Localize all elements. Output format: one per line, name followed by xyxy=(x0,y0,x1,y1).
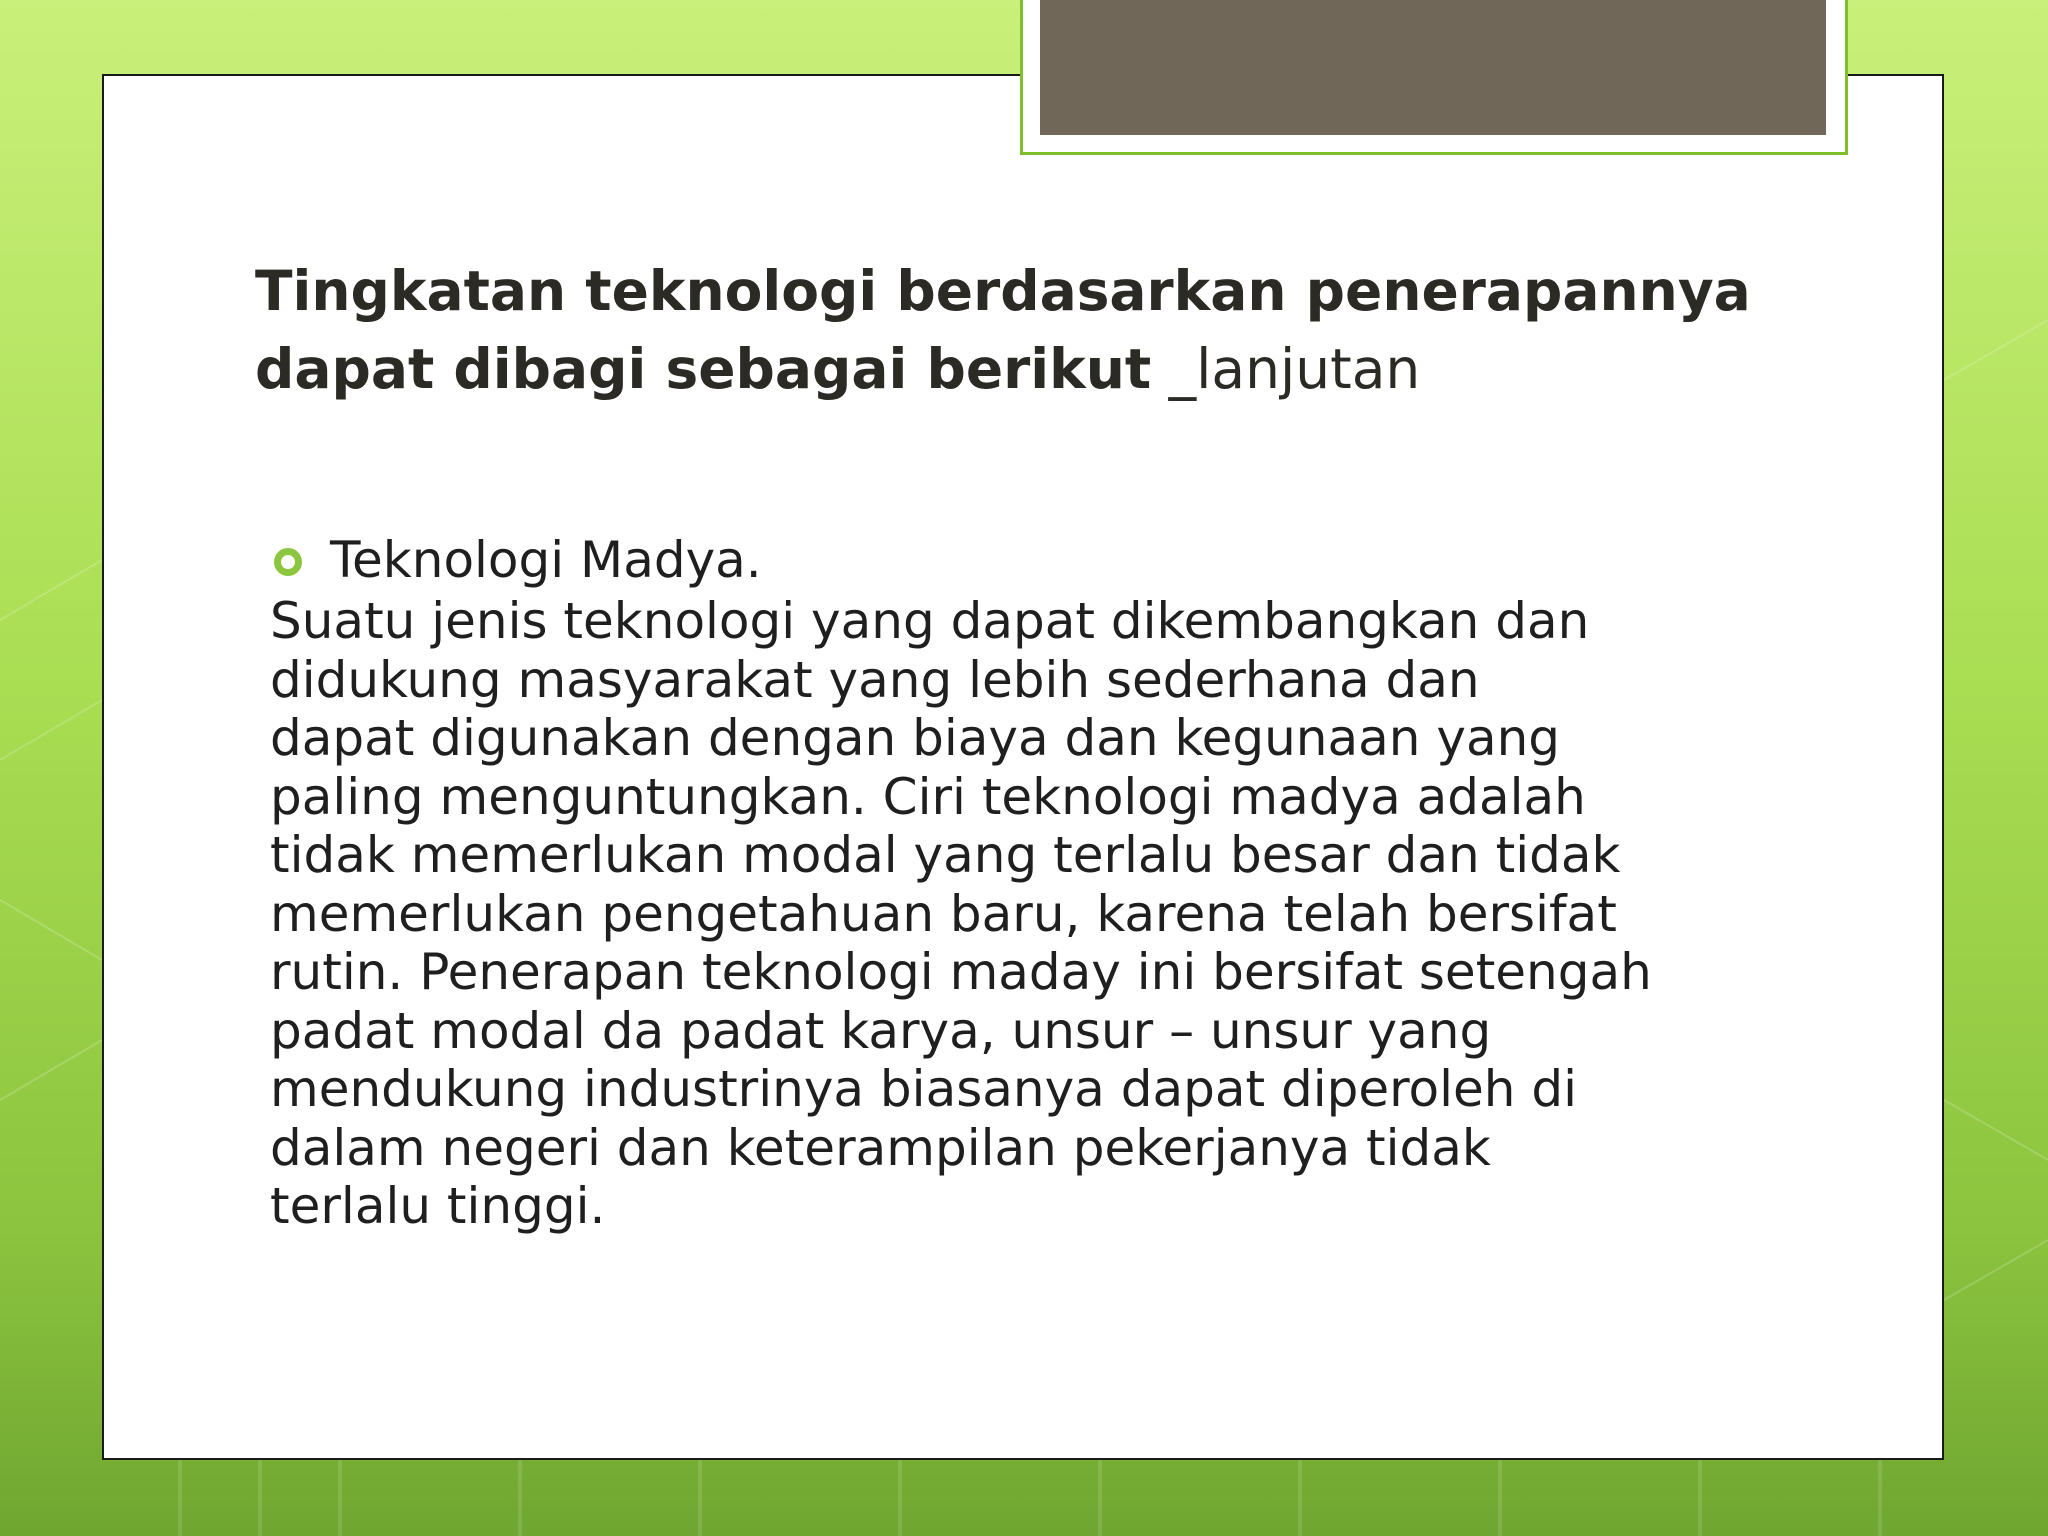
paragraph-line: memerlukan pengetahuan baru, karena telah bersifat xyxy=(270,884,1617,943)
body-paragraph xyxy=(270,592,1730,1236)
slide-title xyxy=(255,252,1795,408)
paragraph-line: tidak memerlukan modal yang terlalu besar dan tidak xyxy=(270,826,1621,884)
bullet-heading: Teknologi Madya. xyxy=(330,531,762,589)
paragraph-line: didukung masyarakat yang lebih sederhana dan xyxy=(270,650,1480,709)
header-tab-block xyxy=(1040,0,1826,135)
slide-body xyxy=(270,528,1730,1236)
slide-title-suffix: _lanjutan xyxy=(1151,337,1421,401)
paragraph-line: rutin. Penerapan teknologi maday ini bersifat setengah xyxy=(270,943,1652,1001)
paragraph-line: padat modal da padat karya, unsur – unsur yang xyxy=(270,1001,1492,1060)
paragraph-line: mendukung industrinya biasanya dapat diperoleh di xyxy=(270,1060,1578,1118)
paragraph-line: paling menguntungkan. Ciri teknologi madya adalah xyxy=(270,767,1586,826)
paragraph-line: Suatu jenis teknologi yang dapat dikembangkan dan xyxy=(270,592,1590,650)
paragraph-line: terlalu tinggi. xyxy=(270,1177,606,1235)
slide-title-bold: Tingkatan teknologi berdasarkan penerapannya dapat dibagi sebagai berikut xyxy=(255,259,1751,401)
paragraph-line: dalam negeri dan keterampilan pekerjanya tidak xyxy=(270,1118,1491,1177)
bullet-item xyxy=(270,528,1730,592)
paragraph-line: dapat digunakan dengan biaya dan kegunaan yang xyxy=(270,709,1561,767)
hollow-circle-bullet-icon xyxy=(274,548,302,576)
